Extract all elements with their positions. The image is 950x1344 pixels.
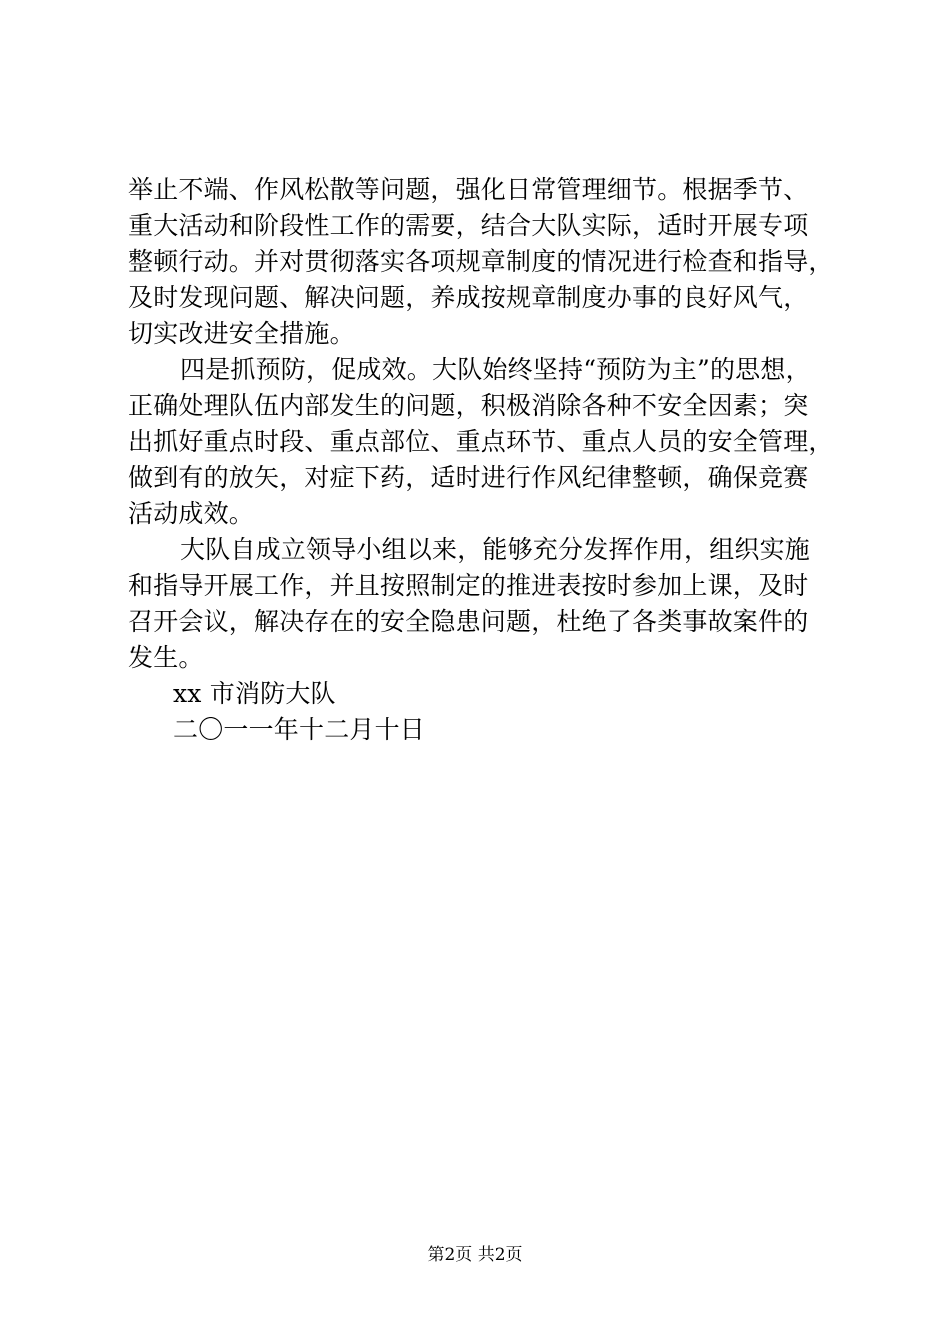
text-line: 活动成效。 (128, 499, 255, 528)
text-line: 整顿行动。并对贯彻落实各项规章制度的情况进行检查和指导， (128, 247, 834, 276)
text-line: 正确处理队伍内部发生的问题，积极消除各种不安全因素；突 (128, 391, 809, 420)
text-line: 发生。 (128, 643, 204, 672)
signature-date: 二〇一一年十二月十日 (173, 715, 426, 744)
text-line: 及时发现问题、解决问题，养成按规章制度办事的良好风气， (128, 283, 809, 312)
text-line: 举止不端、作风松散等问题，强化日常管理细节。根据季节、 (128, 175, 809, 204)
paragraph-start-line: 大队自成立领导小组以来，能够充分发挥作用，组织实施 (180, 535, 811, 564)
page-footer: 第2页 共2页 (427, 1245, 523, 1265)
text-line: 切实改进安全措施。 (128, 319, 355, 348)
text-line: 做到有的放矢，对症下药，适时进行作风纪律整顿，确保竞赛 (128, 463, 809, 492)
signature-organization: xx 市消防大队 (173, 679, 336, 708)
paragraph-start-line: 四是抓预防，促成效。大队始终坚持“预防为主”的思想， (180, 355, 811, 384)
text-line: 出抓好重点时段、重点部位、重点环节、重点人员的安全管理， (128, 427, 834, 456)
text-line: 召开会议，解决存在的安全隐患问题，杜绝了各类事故案件的 (128, 607, 809, 636)
text-line: 和指导开展工作，并且按照制定的推进表按时参加上课，及时 (128, 571, 809, 600)
body-text (128, 172, 834, 748)
text-line: 重大活动和阶段性工作的需要，结合大队实际，适时开展专项 (128, 211, 809, 240)
